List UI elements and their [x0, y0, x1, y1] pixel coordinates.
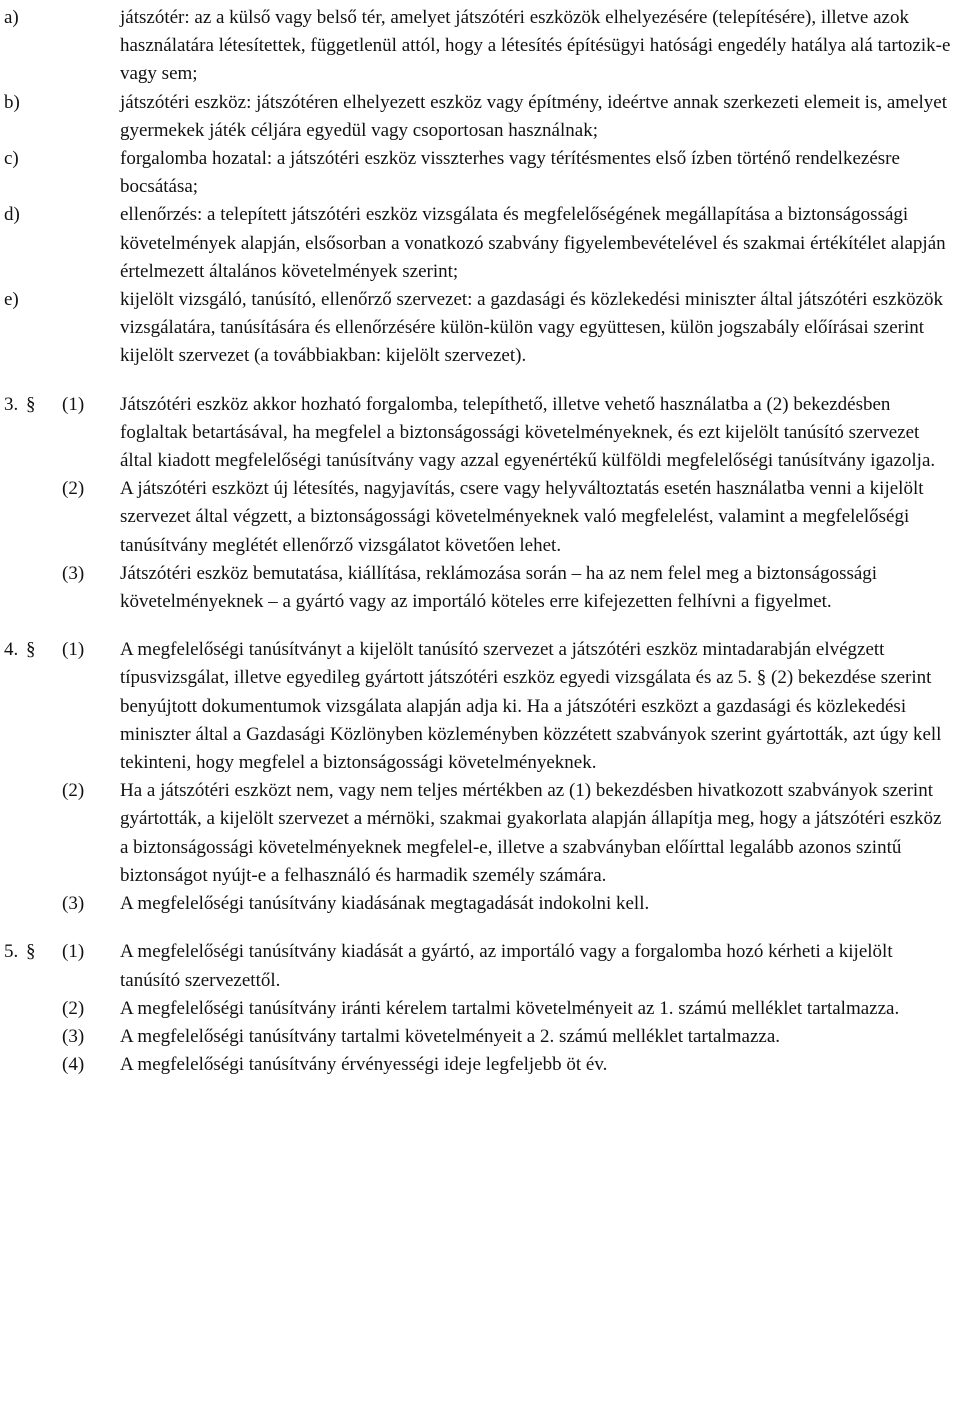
paragraph-number: (2) [62, 780, 85, 802]
paragraph [0, 636, 960, 777]
section-number: 5. [4, 941, 19, 963]
definition-letter: e) [4, 289, 19, 311]
paragraph-text: A megfelelőségi tanúsítvány kiadását a gyártó, az importáló vagy a forgalomba hozó kérheti a kijelölt tanúsító szervezettől. [120, 941, 893, 991]
definition-text: forgalomba hozatal: a játszótéri eszköz visszterhes vagy térítésmentes első ízben történő rendelkezésre bocsátása; [120, 148, 900, 198]
paragraph [0, 938, 960, 994]
paragraph [0, 1051, 960, 1079]
definitions-list [0, 4, 960, 371]
paragraph-number: (2) [62, 997, 85, 1019]
paragraph-text: Játszótéri eszköz bemutatása, kiállítása, reklámozása során – ha az nem felel meg a biztonságossági követelményeknek – a gyártó vagy az importáló köteles erre kifejezetten felhívni a figyelmet. [120, 562, 878, 613]
section-number: 3. [4, 393, 19, 415]
paragraph-text: A megfelelőségi tanúsítvány tartalmi követelményeit a 2. számú melléklet tartalmazza. [120, 1025, 781, 1047]
paragraph-text: A megfelelőségi tanúsítvány érvényességi ideje legfeljebb öt év. [120, 1054, 608, 1076]
paragraph-text: A megfelelőségi tanúsítványt a kijelölt tanúsító szervezet a játszótéri eszköz mintadarabján elvégzett típusvizsgálat, illetve egyedileg gyártott játszótéri eszköz egyedi vizsgálata és az 5. § (2) bekezdése szerint benyújtott dokumentumok vizsgálata alapján adja ki. Ha a játszótéri eszközt a gazdasági és közlekedési miniszter által a Gazdasági Közlönyben közleményben közzétett szabványok szerint gyártották, azt úgy kell tekinteni, hogy megfelel a biztonságossági követelményeknek. [120, 639, 942, 774]
definition-text: kijelölt vizsgáló, tanúsító, ellenőrző szervezet: a gazdasági és közlekedési miniszter által játszótéri eszközök vizsgálatára, tanúsítására és ellenőrzésére külön-külön vagy együttesen, külön jogszabály előírásai szerint kijelölt szervezet (a továbbiakban: kijelölt szervezet). [120, 289, 944, 367]
paragraph-number: (3) [62, 1025, 85, 1047]
definition-item [0, 286, 960, 371]
paragraph-number: (1) [62, 639, 85, 661]
definition-letter: d) [4, 204, 20, 226]
section-symbol: § [26, 639, 36, 661]
paragraph-number: (2) [62, 478, 85, 500]
definition-text: játszótéri eszköz: játszótéren elhelyezett eszköz vagy építmény, ideértve annak szerkezeti elemeit is, amelyet gyermekek játék céljára egyedül vagy csoportosan használnak; [120, 91, 947, 141]
definition-item [0, 145, 960, 201]
section-gap [0, 918, 960, 938]
definition-item [0, 4, 960, 89]
paragraph-text: Játszótéri eszköz akkor hozható forgalomba, telepíthető, illetve vehető használatba a (2) bekezdésben foglaltak betartásával, ha megfelel a biztonságossági követelményeknek, és ezt kijelölt tanúsító szervezet által kiadott megfelelőségi tanúsítvány vagy azzal egyenértékű külföldi megfelelőségi tanúsítvány igazolja. [120, 393, 936, 472]
paragraph-number: (1) [62, 941, 85, 963]
section-gap [0, 371, 960, 391]
definition-item [0, 89, 960, 145]
paragraph-number: (4) [62, 1054, 85, 1076]
paragraph [0, 995, 960, 1023]
paragraph [0, 560, 960, 616]
definition-letter: a) [4, 7, 19, 28]
paragraph [0, 391, 960, 476]
definition-text: játszótér: az a külső vagy belső tér, amelyet játszótéri eszközök elhelyezésére (telepítésére), illetve azok használatára létesítettek, függetlenül attól, hogy a létesítés építésügyi hatósági engedély hatálya alá tartozik-e vagy sem; [120, 7, 951, 85]
paragraph-text: A játszótéri eszközt új létesítés, nagyjavítás, csere vagy helyváltoztatás esetén használatba venni a kijelölt szervezet által végzett, a biztonságossági követelményeknek való megfelelést, valamint a megfelelőségi tanúsítvány meglétét ellenőrző vizsgálatot követően lehet. [120, 478, 924, 556]
definition-letter: c) [4, 148, 19, 170]
paragraph-number: (1) [62, 393, 85, 415]
section-symbol: § [26, 393, 36, 415]
section-number: 4. [4, 639, 19, 661]
paragraph [0, 475, 960, 560]
section-3 [0, 391, 960, 617]
legal-document [0, 4, 960, 1079]
section-5 [0, 938, 960, 1079]
paragraph [0, 777, 960, 890]
definition-text: ellenőrzés: a telepített játszótéri eszköz vizsgálata és megfelelőségének megállapítása a biztonságossági követelmények alapján, elsősorban a vonatkozó szabvány figyelembevételével és szakmai értékítélet alapján értelmezett általános követelmények szerint; [120, 204, 946, 282]
section-4 [0, 636, 960, 918]
paragraph-text: A megfelelőségi tanúsítvány iránti kérelem tartalmi követelményeit az 1. számú melléklet tartalmazza. [120, 997, 900, 1019]
section-gap [0, 616, 960, 636]
paragraph-text: Ha a játszótéri eszközt nem, vagy nem teljes mértékben az (1) bekezdésben hivatkozott szabványok szerint gyártották, a kijelölt szervezet a mérnöki, szakmai gyakorlata alapján állapítja meg, hogy a játszótéri eszköz a biztonságossági követelményeknek megfelel-e, illetve a szabványban előírttal legalább azonos szintű biztonságot nyújt-e a felhasználó és harmadik személy számára. [120, 780, 942, 886]
definition-letter: b) [4, 91, 20, 113]
paragraph [0, 1023, 960, 1051]
paragraph-number: (3) [62, 893, 85, 915]
definition-item [0, 201, 960, 286]
paragraph [0, 890, 960, 918]
section-symbol: § [26, 941, 36, 963]
paragraph-number: (3) [62, 562, 85, 584]
paragraph-text: A megfelelőségi tanúsítvány kiadásának megtagadását indokolni kell. [120, 893, 650, 915]
